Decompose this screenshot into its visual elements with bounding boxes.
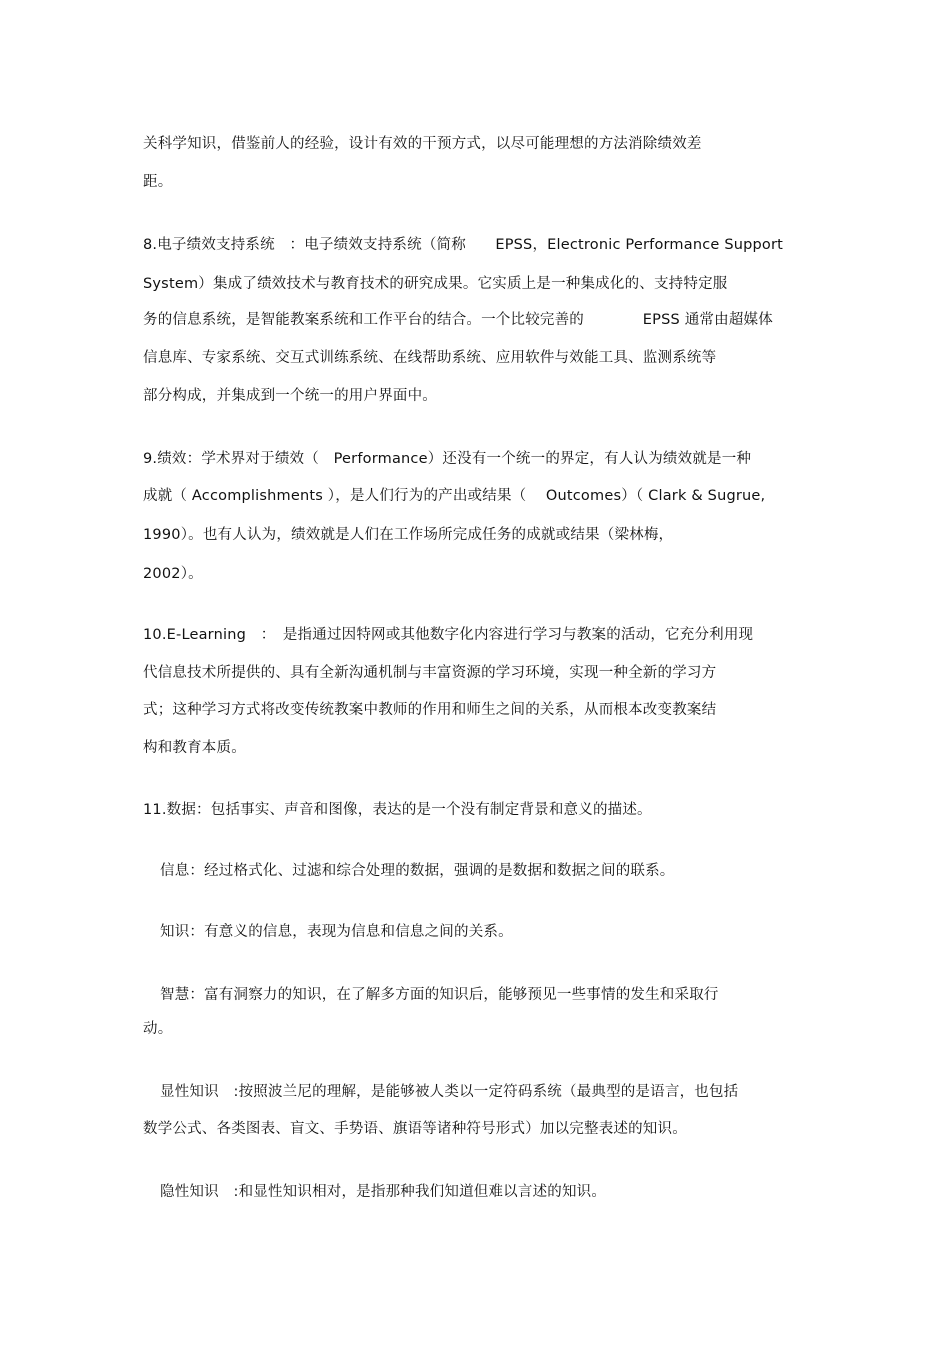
term-knowledge: 知识：有意义的信息，表现为信息和信息之间的关系。: [160, 924, 513, 940]
term-epss-heading: 8.电子绩效支持系统 ：电子绩效支持系统（简称 EPSS，Electronic Performance Support: [143, 237, 784, 253]
term-tacit-knowledge: 隐性知识 :和显性知识相对，是指那种我们知道但难以言述的知识。: [160, 1184, 607, 1200]
term-explicit-knowledge: 显性知识 :按照波兰尼的理解，是能够被人类以一定符码系统（最典型的是语言，也包括: [160, 1084, 739, 1100]
text-line: 部分构成，并集成到一个统一的用户界面中。: [143, 388, 437, 404]
text-line: 1990）。也有人认为，绩效就是人们在工作场所完成任务的成就或结果（梁林梅，: [143, 527, 674, 543]
text-line: 关科学知识，借鉴前人的经验，设计有效的干预方式，以尽可能理想的方法消除绩效差: [143, 136, 702, 152]
term-wisdom: 智慧：富有洞察力的知识，在了解多方面的知识后，能够预见一些事情的发生和采取行: [160, 987, 719, 1003]
text-line: 数学公式、各类图表、盲文、手势语、旗语等诸种符号形式）加以完整表述的知识。: [143, 1121, 687, 1137]
term-data-heading: 11.数据：包括事实、声音和图像，表达的是一个没有制定背景和意义的描述。: [143, 802, 652, 818]
text-line: 代信息技术所提供的、具有全新沟通机制与丰富资源的学习环境，实现一种全新的学习方: [143, 665, 717, 681]
term-elearning-heading: 10.E-Learning ： 是指通过因特网或其他数字化内容进行学习与教案的活动，它充分利用现: [143, 627, 754, 643]
text-line: 构和教育本质。: [143, 740, 246, 756]
text-line: System）集成了绩效技术与教育技术的研究成果。它实质上是一种集成化的、支持特定服: [143, 276, 728, 292]
text-line: 动。: [143, 1021, 173, 1037]
text-line: 2002）。: [143, 566, 203, 582]
text-line: 信息库、专家系统、交互式训练系统、在线帮助系统、应用软件与效能工具、监测系统等: [143, 350, 717, 366]
text-line: 距。: [143, 174, 173, 190]
term-performance-heading: 9.绩效：学术界对于绩效（ Performance）还没有一个统一的界定，有人认为绩效就是一种: [143, 451, 752, 467]
text-line: 式；这种学习方式将改变传统教案中教师的作用和师生之间的关系，从而根本改变教案结: [143, 702, 717, 718]
text-line: 务的信息系统，是智能教案系统和工作平台的结合。一个比较完善的 EPSS 通常由超媒体: [143, 312, 773, 328]
term-information: 信息：经过格式化、过滤和综合处理的数据，强调的是数据和数据之间的联系。: [160, 863, 675, 879]
text-line: 成就（ Accomplishments ），是人们行为的产出或结果（ Outcomes）（ Clark & Sugrue,: [143, 488, 766, 504]
